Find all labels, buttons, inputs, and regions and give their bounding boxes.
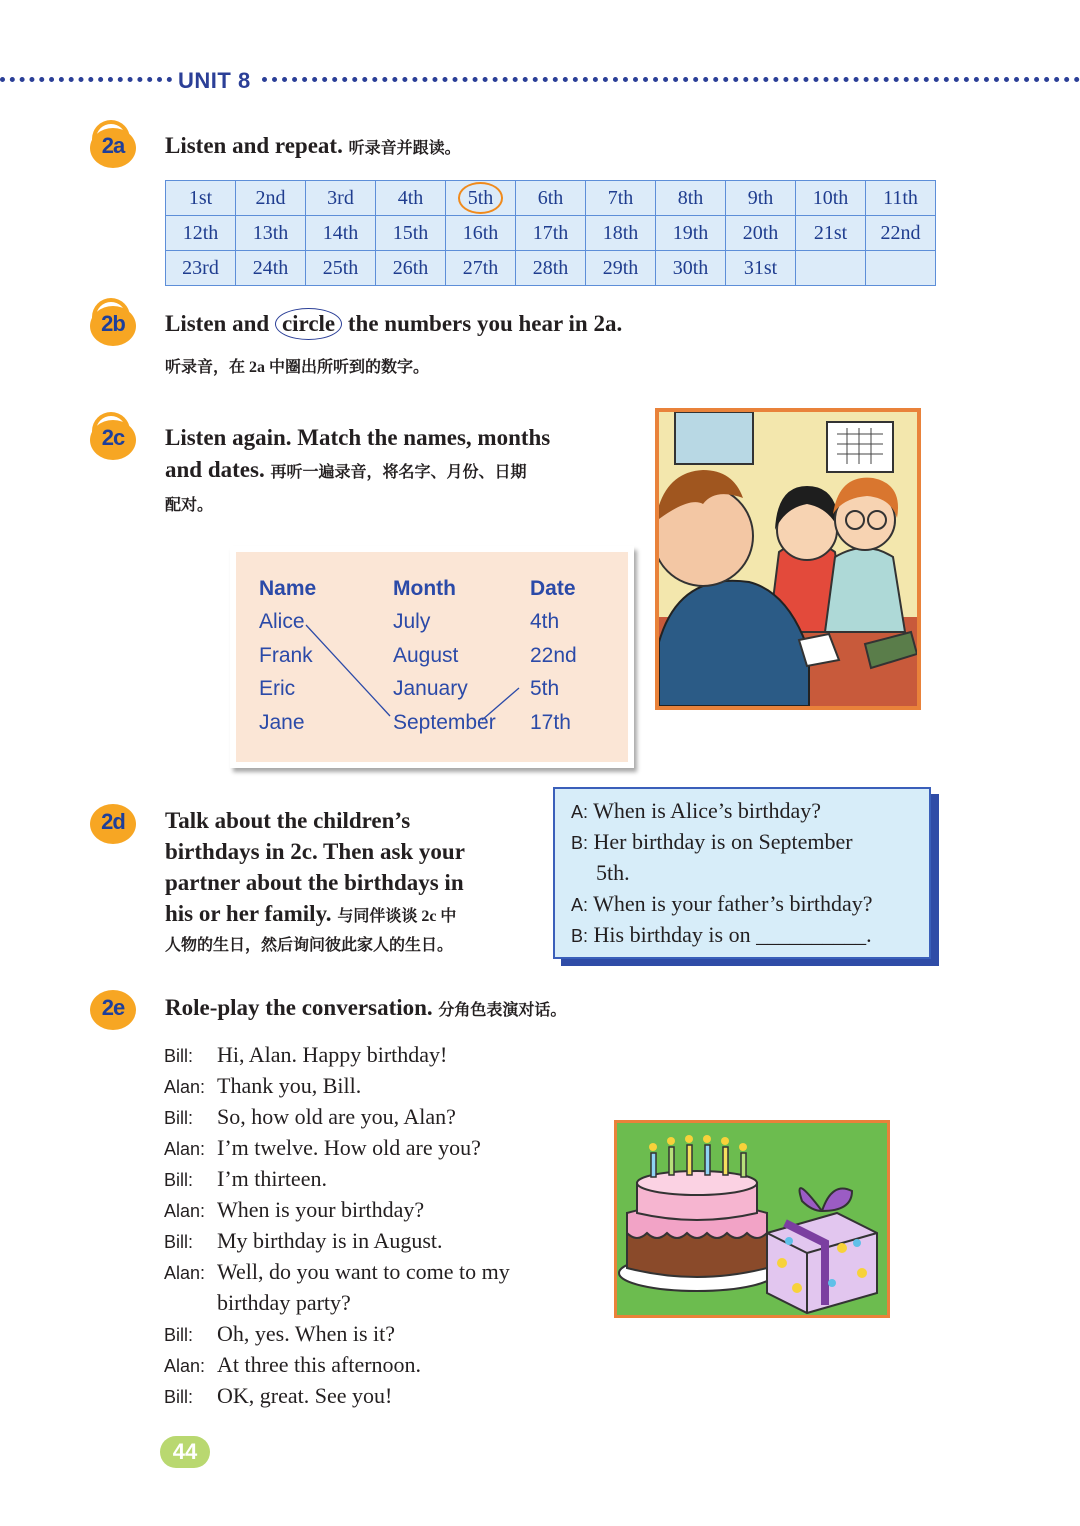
ordinal-cell-28th: 28th xyxy=(516,251,586,286)
ordinal-row xyxy=(166,216,936,251)
dialogue-line: A: When is Alice’s birthday? xyxy=(571,798,822,823)
ordinal-cell-9th: 9th xyxy=(726,181,796,216)
ordinal-cell-4th: 4th xyxy=(376,181,446,216)
heading-2c-line1: Listen again. Match the names, months xyxy=(165,425,551,450)
ordinal-cell-3rd: 3rd xyxy=(306,181,376,216)
ordinal-cell-21st: 21st xyxy=(796,216,866,251)
month-column: Month July August January September xyxy=(393,572,496,739)
date-17th: 17th xyxy=(530,710,571,734)
ordinal-row xyxy=(166,251,936,286)
ordinal-cell-27th: 27th xyxy=(446,251,516,286)
illustration-cake-gift xyxy=(614,1120,890,1318)
heading-2b: Listen and circle the numbers you hear in 2a. xyxy=(165,308,622,340)
instruction-2b-cn: 听录音，在 2a 中圈出所听到的数字。 xyxy=(165,359,430,376)
name-eric: Eric xyxy=(259,677,296,701)
conversation-line: Bill: My birthday is in August. xyxy=(164,1228,443,1253)
ordinal-cell-31st: 31st xyxy=(726,251,796,286)
ordinal-cell-empty xyxy=(866,251,936,286)
ordinal-cell-6th: 6th xyxy=(516,181,586,216)
name-jane: Jane xyxy=(259,710,305,734)
ordinal-cell-15th: 15th xyxy=(376,216,446,251)
month-july: July xyxy=(393,610,431,634)
conversation-line: Alan: At three this afternoon. xyxy=(164,1352,422,1377)
dialogue-box-2d xyxy=(553,787,931,959)
conversation-line: Alan: When is your birthday? xyxy=(164,1197,425,1222)
dialogue-line: B: His birthday is on __________. xyxy=(571,922,872,947)
ordinal-cell-24th: 24th xyxy=(236,251,306,286)
heading-2a: Listen and repeat. 听录音并跟读。 xyxy=(165,133,461,158)
dialogue-line: A: When is your father’s birthday? xyxy=(571,891,873,916)
ordinal-cell-10th: 10th xyxy=(796,181,866,216)
conversation-line: Bill: OK, great. See you! xyxy=(164,1383,393,1408)
heading-2d-line3: partner about the birthdays in xyxy=(165,870,464,895)
heading-2e: Role-play the conversation. 分角色表演对话。 xyxy=(165,995,567,1020)
ordinal-table xyxy=(165,180,936,286)
conversation-line: Bill: I’m thirteen. xyxy=(164,1166,327,1191)
unit-title: UNIT 8 xyxy=(178,68,251,93)
ordinal-cell-29th: 29th xyxy=(586,251,656,286)
conversation-line: Alan: Thank you, Bill. xyxy=(164,1073,362,1098)
name-column: Name Alice Frank Eric Jane xyxy=(259,572,316,739)
month-august: August xyxy=(393,643,459,667)
circle-word: circle xyxy=(275,308,342,340)
conversation-line: Bill: Oh, yes. When is it? xyxy=(164,1321,396,1346)
ordinal-cell-26th: 26th xyxy=(376,251,446,286)
heading-2d-line1: Talk about the children’s xyxy=(165,808,411,833)
heading-2c-line2: and dates. 再听一遍录音，将名字、月份、日期 xyxy=(165,457,527,482)
name-alice: Alice xyxy=(259,610,305,634)
conversation-line: Bill: So, how old are you, Alan? xyxy=(164,1104,456,1129)
match-lines xyxy=(236,552,628,762)
badge-2a: 2a xyxy=(88,122,138,172)
badge-2b: 2b xyxy=(88,300,138,350)
month-january: January xyxy=(393,677,468,701)
month-september: September xyxy=(393,710,496,734)
date-22nd: 22nd xyxy=(530,643,577,667)
conversation-line: birthday party? xyxy=(217,1290,351,1315)
ordinal-cell-1st: 1st xyxy=(166,181,236,216)
heading-2c-line3: 配对。 xyxy=(165,497,214,514)
ordinal-cell-16th: 16th xyxy=(446,216,516,251)
date-4th: 4th xyxy=(530,610,560,634)
heading-2d-line4: his or her family. 与同伴谈谈 2c 中 xyxy=(165,901,457,926)
ordinal-cell-17th: 17th xyxy=(516,216,586,251)
ordinal-cell-2nd: 2nd xyxy=(236,181,306,216)
conversation-line: Alan: I’m twelve. How old are you? xyxy=(164,1135,481,1160)
circled-number: 5th xyxy=(458,182,504,214)
ordinal-cell-14th: 14th xyxy=(306,216,376,251)
illustration-teacher-children xyxy=(655,408,921,710)
badge-2d: 2d xyxy=(88,798,138,848)
ordinal-cell-5th xyxy=(446,181,516,216)
badge-2c: 2c xyxy=(88,414,138,464)
ordinal-cell-20th: 20th xyxy=(726,216,796,251)
page-number: 44 xyxy=(160,1436,210,1468)
date-5th: 5th xyxy=(530,677,560,701)
badge-2e: 2e xyxy=(88,984,138,1034)
ordinal-cell-23rd: 23rd xyxy=(166,251,236,286)
ordinal-cell-12th: 12th xyxy=(166,216,236,251)
conversation-line: Bill: Hi, Alan. Happy birthday! xyxy=(164,1042,448,1067)
match-box xyxy=(230,546,634,768)
ordinal-row xyxy=(166,181,936,216)
ordinal-cell-22nd: 22nd xyxy=(866,216,936,251)
ordinal-cell-30th: 30th xyxy=(656,251,726,286)
header-dots-left xyxy=(0,77,172,82)
date-column: Date 4th 22nd 5th 17th xyxy=(530,572,577,739)
dialogue-line: B: Her birthday is on September xyxy=(571,829,853,854)
ordinal-cell-25th: 25th xyxy=(306,251,376,286)
heading-2d-cn2: 人物的生日，然后询问彼此家人的生日。 xyxy=(165,937,454,954)
ordinal-cell-empty xyxy=(796,251,866,286)
header-dots-right xyxy=(262,77,1080,82)
ordinal-cell-7th: 7th xyxy=(586,181,656,216)
ordinal-cell-18th: 18th xyxy=(586,216,656,251)
ordinal-cell-8th: 8th xyxy=(656,181,726,216)
ordinal-cell-13th: 13th xyxy=(236,216,306,251)
ordinal-cell-11th: 11th xyxy=(866,181,936,216)
heading-2d-line2: birthdays in 2c. Then ask your xyxy=(165,839,465,864)
name-frank: Frank xyxy=(259,643,313,667)
conversation-line: Alan: Well, do you want to come to my xyxy=(164,1259,510,1284)
ordinal-cell-19th: 19th xyxy=(656,216,726,251)
dialogue-line: 5th. xyxy=(596,860,630,885)
